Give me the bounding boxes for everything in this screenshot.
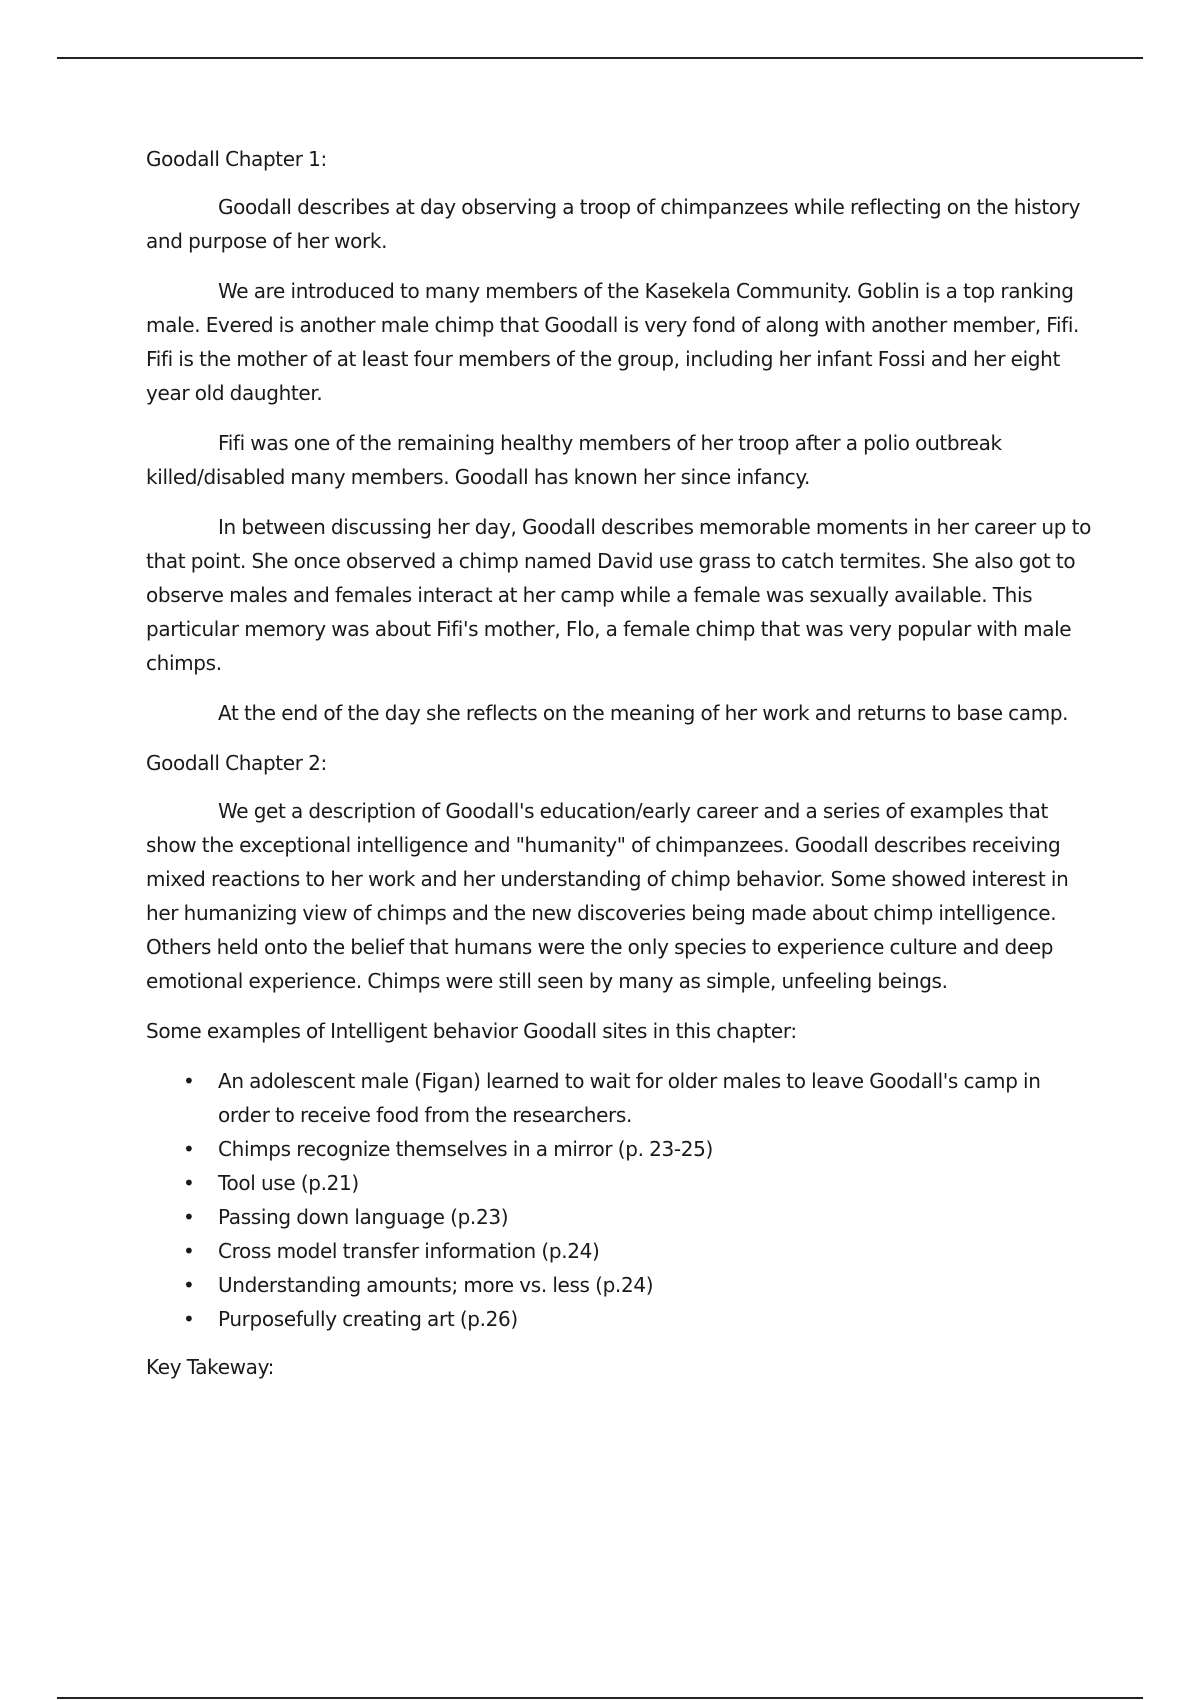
list-item-text: Cross model transfer information (p.24) <box>218 1239 600 1263</box>
top-rule <box>57 57 1143 59</box>
bullet-icon: • <box>183 1239 195 1263</box>
bullet-icon: • <box>183 1273 195 1297</box>
bullet-icon: • <box>183 1137 195 1161</box>
chapter-1-heading: Goodall Chapter 1: <box>146 147 327 171</box>
list-item <box>146 1268 1094 1302</box>
list-item-text: Understanding amounts; more vs. less (p.24) <box>218 1273 654 1297</box>
list-item <box>146 1234 1094 1268</box>
list-item <box>146 1166 1094 1200</box>
bullet-icon: • <box>183 1307 195 1331</box>
bullet-icon: • <box>183 1171 195 1195</box>
bullet-icon: • <box>183 1069 195 1093</box>
document-body <box>146 142 1094 1400</box>
list-item-text: Passing down language (p.23) <box>218 1205 509 1229</box>
chapter-1-paragraph-1: Goodall describes at day observing a troop of chimpanzees while reflecting on the history and purpose of her work. <box>146 195 1081 253</box>
examples-intro: Some examples of Intelligent behavior Goodall sites in this chapter: <box>146 1019 797 1043</box>
list-item-text: An adolescent male (Figan) learned to wait for older males to leave Goodall's camp in order to receive food from the researchers. <box>218 1069 1041 1127</box>
chapter-1-paragraph-5: At the end of the day she reflects on the meaning of her work and returns to base camp. <box>218 701 1069 725</box>
examples-list <box>146 1064 1094 1336</box>
bottom-rule <box>57 1697 1143 1699</box>
list-item-text: Purposefully creating art (p.26) <box>218 1307 518 1331</box>
list-item <box>146 1302 1094 1336</box>
list-item <box>146 1200 1094 1234</box>
chapter-1-paragraph-4: In between discussing her day, Goodall describes memorable moments in her career up to that point. She once observed a chimp named David use grass to catch termites. She also got to observe males and females interact at her camp while a female was sexually available. This particular memory was about Fifi's mother, Flo, a female chimp that was very popular with male chimps. <box>146 515 1091 675</box>
bullet-icon: • <box>183 1205 195 1229</box>
chapter-1-paragraph-2: We are introduced to many members of the Kasekela Community. Goblin is a top ranking male. Evered is another male chimp that Goodall is very fond of along with another member, Fifi. Fifi is the mother of at least four members of the group, including her infant Fossi and her eight year old daughter. <box>146 279 1080 405</box>
list-item <box>146 1132 1094 1166</box>
list-item-text: Tool use (p.21) <box>218 1171 359 1195</box>
chapter-2-paragraph: We get a description of Goodall's education/early career and a series of examples that show the exceptional intelligence and "humanity" of chimpanzees. Goodall describes receiving mixed reactions to her work and her understanding of chimp behavior. Some showed interest in her humanizing view of chimps and the new discoveries being made about chimp intelligence. Others held onto the belief that humans were the only species to experience culture and deep emotional experience. Chimps were still seen by many as simple, unfeeling beings. <box>146 799 1069 993</box>
list-item <box>146 1064 1094 1132</box>
chapter-1-paragraph-3: Fifi was one of the remaining healthy members of her troop after a polio outbreak killed/disabled many members. Goodall has known her since infancy. <box>146 431 1002 489</box>
chapter-2-heading: Goodall Chapter 2: <box>146 751 327 775</box>
key-takeaway-label: Key Takeway: <box>146 1355 274 1379</box>
list-item-text: Chimps recognize themselves in a mirror (p. 23-25) <box>218 1137 713 1161</box>
